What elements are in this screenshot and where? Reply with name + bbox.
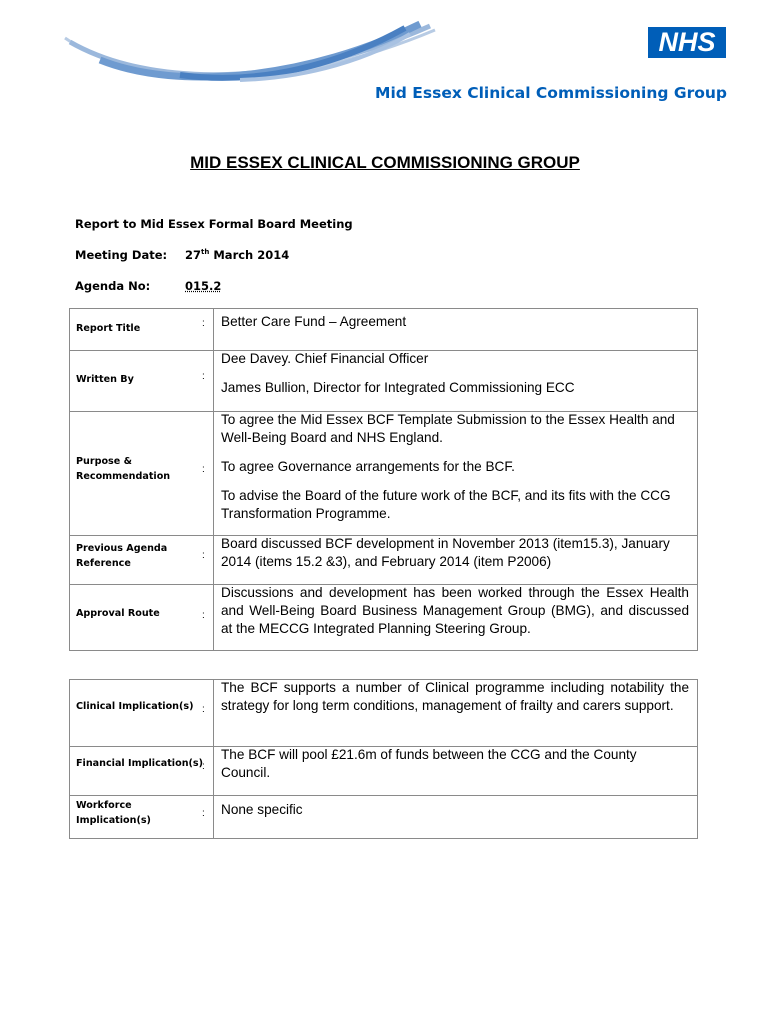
clinical-value: The BCF supports a number of Clinical programme including notability the strategy for long term conditions, management of frailty and carers support. xyxy=(221,680,689,713)
workforce-label xyxy=(76,798,151,828)
org-name: Mid Essex Clinical Commissioning Group xyxy=(375,84,727,102)
written-by-value-cell xyxy=(202,351,698,412)
logo-swoosh-graphic xyxy=(60,20,440,90)
previous-agenda-label-line-2: Reference xyxy=(76,558,131,569)
report-title-value-cell xyxy=(202,309,698,351)
approval-route-value-cell xyxy=(202,585,698,651)
meeting-date-day: 27 xyxy=(185,248,202,262)
previous-agenda-label-cell xyxy=(70,536,214,585)
colon: : xyxy=(202,318,205,329)
clinical-label-cell xyxy=(70,680,214,747)
written-by-label: Written By xyxy=(76,374,134,385)
agenda-label: Agenda No: xyxy=(75,279,151,293)
report-title-label-cell xyxy=(70,309,214,351)
written-by-1: Dee Davey. Chief Financial Officer xyxy=(221,351,429,366)
approval-route-label-cell xyxy=(70,585,214,651)
colon: : xyxy=(202,610,205,621)
clinical-value-cell xyxy=(202,680,698,747)
agenda-number: 015.2 xyxy=(185,279,222,293)
table-row xyxy=(70,309,698,351)
colon: : xyxy=(202,464,205,475)
table-row xyxy=(70,412,698,536)
document-title: MID ESSEX CLINICAL COMMISSIONING GROUP xyxy=(190,153,580,172)
clinical-label: Clinical Implication(s) xyxy=(76,701,194,712)
approval-route-label: Approval Route xyxy=(76,608,160,619)
workforce-value: None specific xyxy=(221,802,303,817)
purpose-label-line-1: Purpose & xyxy=(76,456,132,467)
written-by-2: James Bullion, Director for Integrated Commissioning ECC xyxy=(221,380,575,395)
financial-label-cell xyxy=(70,747,214,796)
previous-agenda-label xyxy=(76,541,167,571)
meeting-date-label: Meeting Date: xyxy=(75,248,168,262)
workforce-value-cell xyxy=(202,796,698,839)
report-to: Report to Mid Essex Formal Board Meeting xyxy=(75,217,353,231)
implications-table xyxy=(69,679,698,839)
purpose-2: To agree Governance arrangements for the BCF. xyxy=(221,459,515,474)
financial-value: The BCF will pool £21.6m of funds between the CCG and the County Council. xyxy=(221,747,637,780)
colon: : xyxy=(202,808,205,819)
colon: : xyxy=(202,371,205,382)
nhs-logo: NHS xyxy=(648,27,726,58)
written-by-label-cell xyxy=(70,351,214,412)
meeting-date-value xyxy=(185,248,289,262)
purpose-label xyxy=(76,454,170,484)
meeting-date-rest: March 2014 xyxy=(209,248,290,262)
table-row xyxy=(70,536,698,585)
purpose-value-cell xyxy=(202,412,698,536)
approval-route-value: Discussions and development has been worked through the Essex Health and Well-Being Board Business Management Group (BMG), and discussed at the MECCG Integrated Planning Steering Group. xyxy=(221,585,689,636)
report-details-table xyxy=(69,308,698,651)
financial-value-cell xyxy=(202,747,698,796)
previous-agenda-label-line-1: Previous Agenda xyxy=(76,543,168,554)
workforce-label-line-1: Workforce xyxy=(76,800,132,811)
colon: : xyxy=(202,704,205,715)
purpose-1: To agree the Mid Essex BCF Template Submission to the Essex Health and Well-Being Board and NHS England. xyxy=(221,412,675,445)
colon: : xyxy=(202,550,205,561)
report-title-value: Better Care Fund – Agreement xyxy=(221,314,407,329)
meeting-date-suffix: th xyxy=(201,248,210,257)
table-row xyxy=(70,747,698,796)
colon: : xyxy=(202,761,205,772)
previous-agenda-value: Board discussed BCF development in November 2013 (item15.3), January 2014 (items 15.2 &3), and February 2014 (item P2006) xyxy=(221,536,670,569)
table-row xyxy=(70,796,698,839)
financial-label: Financial Implication(s) xyxy=(76,758,204,769)
table-row xyxy=(70,585,698,651)
table-row xyxy=(70,680,698,747)
report-title-label: Report Title xyxy=(76,323,141,334)
purpose-3: To advise the Board of the future work of the BCF, and its fits with the CCG Transformation Programme. xyxy=(221,488,671,521)
table-row xyxy=(70,351,698,412)
workforce-label-cell xyxy=(70,796,214,839)
previous-agenda-value-cell xyxy=(202,536,698,585)
purpose-label-line-2: Recommendation xyxy=(76,471,171,482)
purpose-label-cell xyxy=(70,412,214,536)
workforce-label-line-2: Implication(s) xyxy=(76,815,151,826)
